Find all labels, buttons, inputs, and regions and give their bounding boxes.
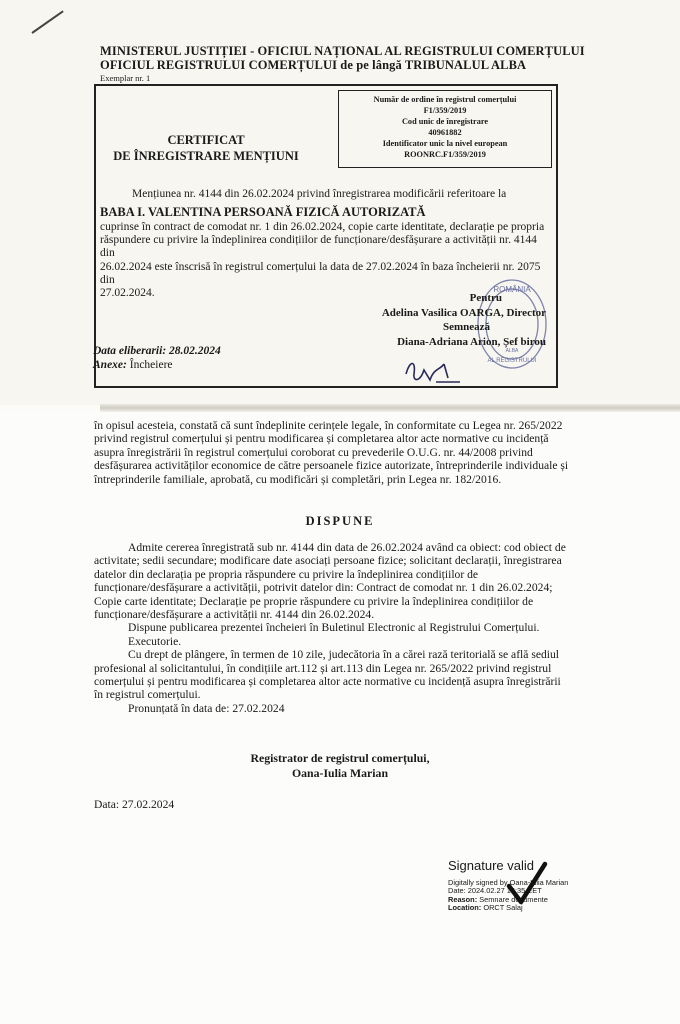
ministry-header: MINISTERUL JUSTIȚIEI - OFICIUL NAȚIONAL AL REGISTRULUI COMERȚULUI [100, 44, 585, 58]
pronounced-date: Pronunțată în data de: 27.02.2024 [128, 701, 285, 715]
paragraph-line: comerțului și pentru modificarea și completarea altor acte normative cu incidență asupra înregistrării [94, 675, 561, 689]
euid-label: Identificator unic la nivel european [382, 139, 508, 148]
mention-line: 27.02.2024. [100, 287, 155, 300]
final-date: Data: 27.02.2024 [94, 798, 175, 811]
paragraph-line: profesional al solicitantului, în condițiile art.112 și art.113 din Legea nr. 265/2022 privind registrul [94, 661, 552, 675]
location-label: Location: [448, 903, 482, 913]
paragraph-line: în registrul comerțului. [94, 688, 201, 702]
euid-value: ROONRC.F1/359/2019 [404, 150, 486, 159]
stamp-bottom-text: AL REGISTRULUI [487, 358, 537, 364]
registry-order-number: F1/359/2019 [423, 106, 467, 115]
certificate-title-line2: DE ÎNREGISTRARE MENȚIUNI [113, 149, 299, 163]
paragraph-line: asupra înregistrării în registrul comerțului coroborat cu prevederile O.U.G. nr. 44/2008 privind [94, 445, 533, 459]
paragraph-line: Admite cererea înregistrată sub nr. 4144 din data de 26.02.2024 având ca obiect: cod obiect de [128, 541, 566, 554]
signature-valid-label: Signature valid [448, 858, 534, 873]
registrar-name: Oana-Iulia Marian [291, 766, 389, 780]
registrar-title: Registrator de registrul comerțului, [250, 751, 430, 765]
mention-text: Mențiunea nr. 4144 din 26.02.2024 privind înregistrarea modificării referitoare la [132, 188, 507, 200]
stamp-center-text: ALBA [505, 348, 519, 354]
annexes-label: Anexe: [93, 359, 127, 371]
paragraph-line: în opisul acesteia, constată că sunt îndeplinite cerințele legale, în conformitate cu Legea nr. 265/2022 [94, 419, 563, 432]
annexes-value: Încheiere [129, 359, 173, 371]
entity-name: BABA I. VALENTINA PERSOANĂ FIZICĂ AUTORIZATĂ [100, 205, 426, 219]
paragraph-line: Copie carte identitate; Declarație pe proprie răspundere cu privire la îndeplinirea condițiilor de [94, 594, 534, 608]
publication-paragraph: Dispune publicarea prezentei încheieri în Buletinul Electronic al Registrului Comerțului. [128, 621, 540, 635]
executory-paragraph: Executorie. [128, 634, 182, 648]
director-name: Adelina Vasilica OARGA, Director [381, 306, 546, 319]
certificate-title [106, 132, 306, 164]
location-value: ORCT Salaj [483, 903, 523, 913]
handwritten-signature [400, 352, 464, 388]
reason-value: Semnare documente [479, 894, 548, 904]
paragraph-line: activitate; sedii secundare; modificare date asociați persoane fizice; solicitant declarații, înregistrarea [94, 554, 562, 568]
annexes [93, 359, 173, 371]
stamp-top-text: ROMÂNIA [493, 285, 531, 294]
exemplar-number: Exemplar nr. 1 [100, 73, 151, 83]
office-header: OFICIUL REGISTRULUI COMERȚULUI de pe lângă TRIBUNALUL ALBA [100, 58, 527, 72]
paragraph-line: privind registrul comerțului și pentru modificarea și completarea altor acte normative cu incidență [94, 432, 549, 446]
paragraph-line: funcționare/desfășurare a activității, potrivit datelor din: Contract de comodat nr. 1 din 26.02.2024; [94, 581, 553, 595]
signature-valid-check-icon [505, 860, 549, 910]
issue-date [93, 345, 221, 357]
paragraph-line: datelor din declarația pe propria răspundere cu privire la îndeplinirea condițiilor de [94, 567, 479, 581]
mention-line: cuprinse în contract de comodat nr. 1 din 26.02.2024, copie carte identitate, declarație pe propria [100, 221, 545, 233]
mention-line: răspundere cu privire la îndeplinirea condițiilor de funcționare/desfășurare a activității nr. 4144 din [100, 234, 537, 260]
registry-order-label: Număr de ordine în registrul comerțului [373, 95, 517, 104]
conclusion-intro [94, 419, 602, 486]
admission-paragraph [94, 541, 602, 715]
mention-line: 26.02.2024 este înscrisă în registrul comerțului la data de 27.02.2024 în baza încheierii nr. 2075 din [100, 260, 541, 286]
signed-by-line: Digitally signed by Oana-Iulia Marian [448, 878, 569, 887]
issue-date-value: 28.02.2024 [169, 345, 221, 357]
page-tear-edge [100, 404, 680, 412]
certificate-title-line1: CERTIFICAT [167, 133, 245, 147]
paragraph-line: întreprinderile familiale, aprobată, cu modificări și completări, prin Legea nr. 182/2016. [94, 472, 502, 486]
dispune-heading: DISPUNE [305, 514, 375, 528]
cui-value: 40961882 [428, 128, 462, 137]
signs-label: Semnează [442, 321, 490, 333]
registry-info-box [338, 90, 552, 168]
registrar-block [0, 751, 680, 781]
signed-date-line: Date: 2024.02.27 15:35 EET [448, 886, 542, 896]
paragraph-line: desfășurarea activităților economice de către persoanele fizice autorizate, întreprinderile individuale și [94, 459, 569, 473]
signatories-block [360, 291, 546, 349]
paragraph-line: Cu drept de plângere, în termen de 10 zile, judecătoria în a cărei rază teritorială se află sediul [128, 648, 560, 662]
scanned-conclusion-page [0, 410, 680, 1024]
issue-date-label: Data eliberarii: [93, 345, 167, 357]
mention-intro [100, 188, 550, 201]
paragraph-line: funcționare/desfășurare a activității nr. 4144 din 26.02.2024. [94, 608, 375, 622]
for-label: Pentru [469, 292, 502, 304]
cui-label: Cod unic de înregistrare [401, 117, 489, 126]
reason-label: Reason: [448, 894, 478, 904]
office-head-name: Diana-Adriana Arion, Șef birou [397, 335, 546, 348]
